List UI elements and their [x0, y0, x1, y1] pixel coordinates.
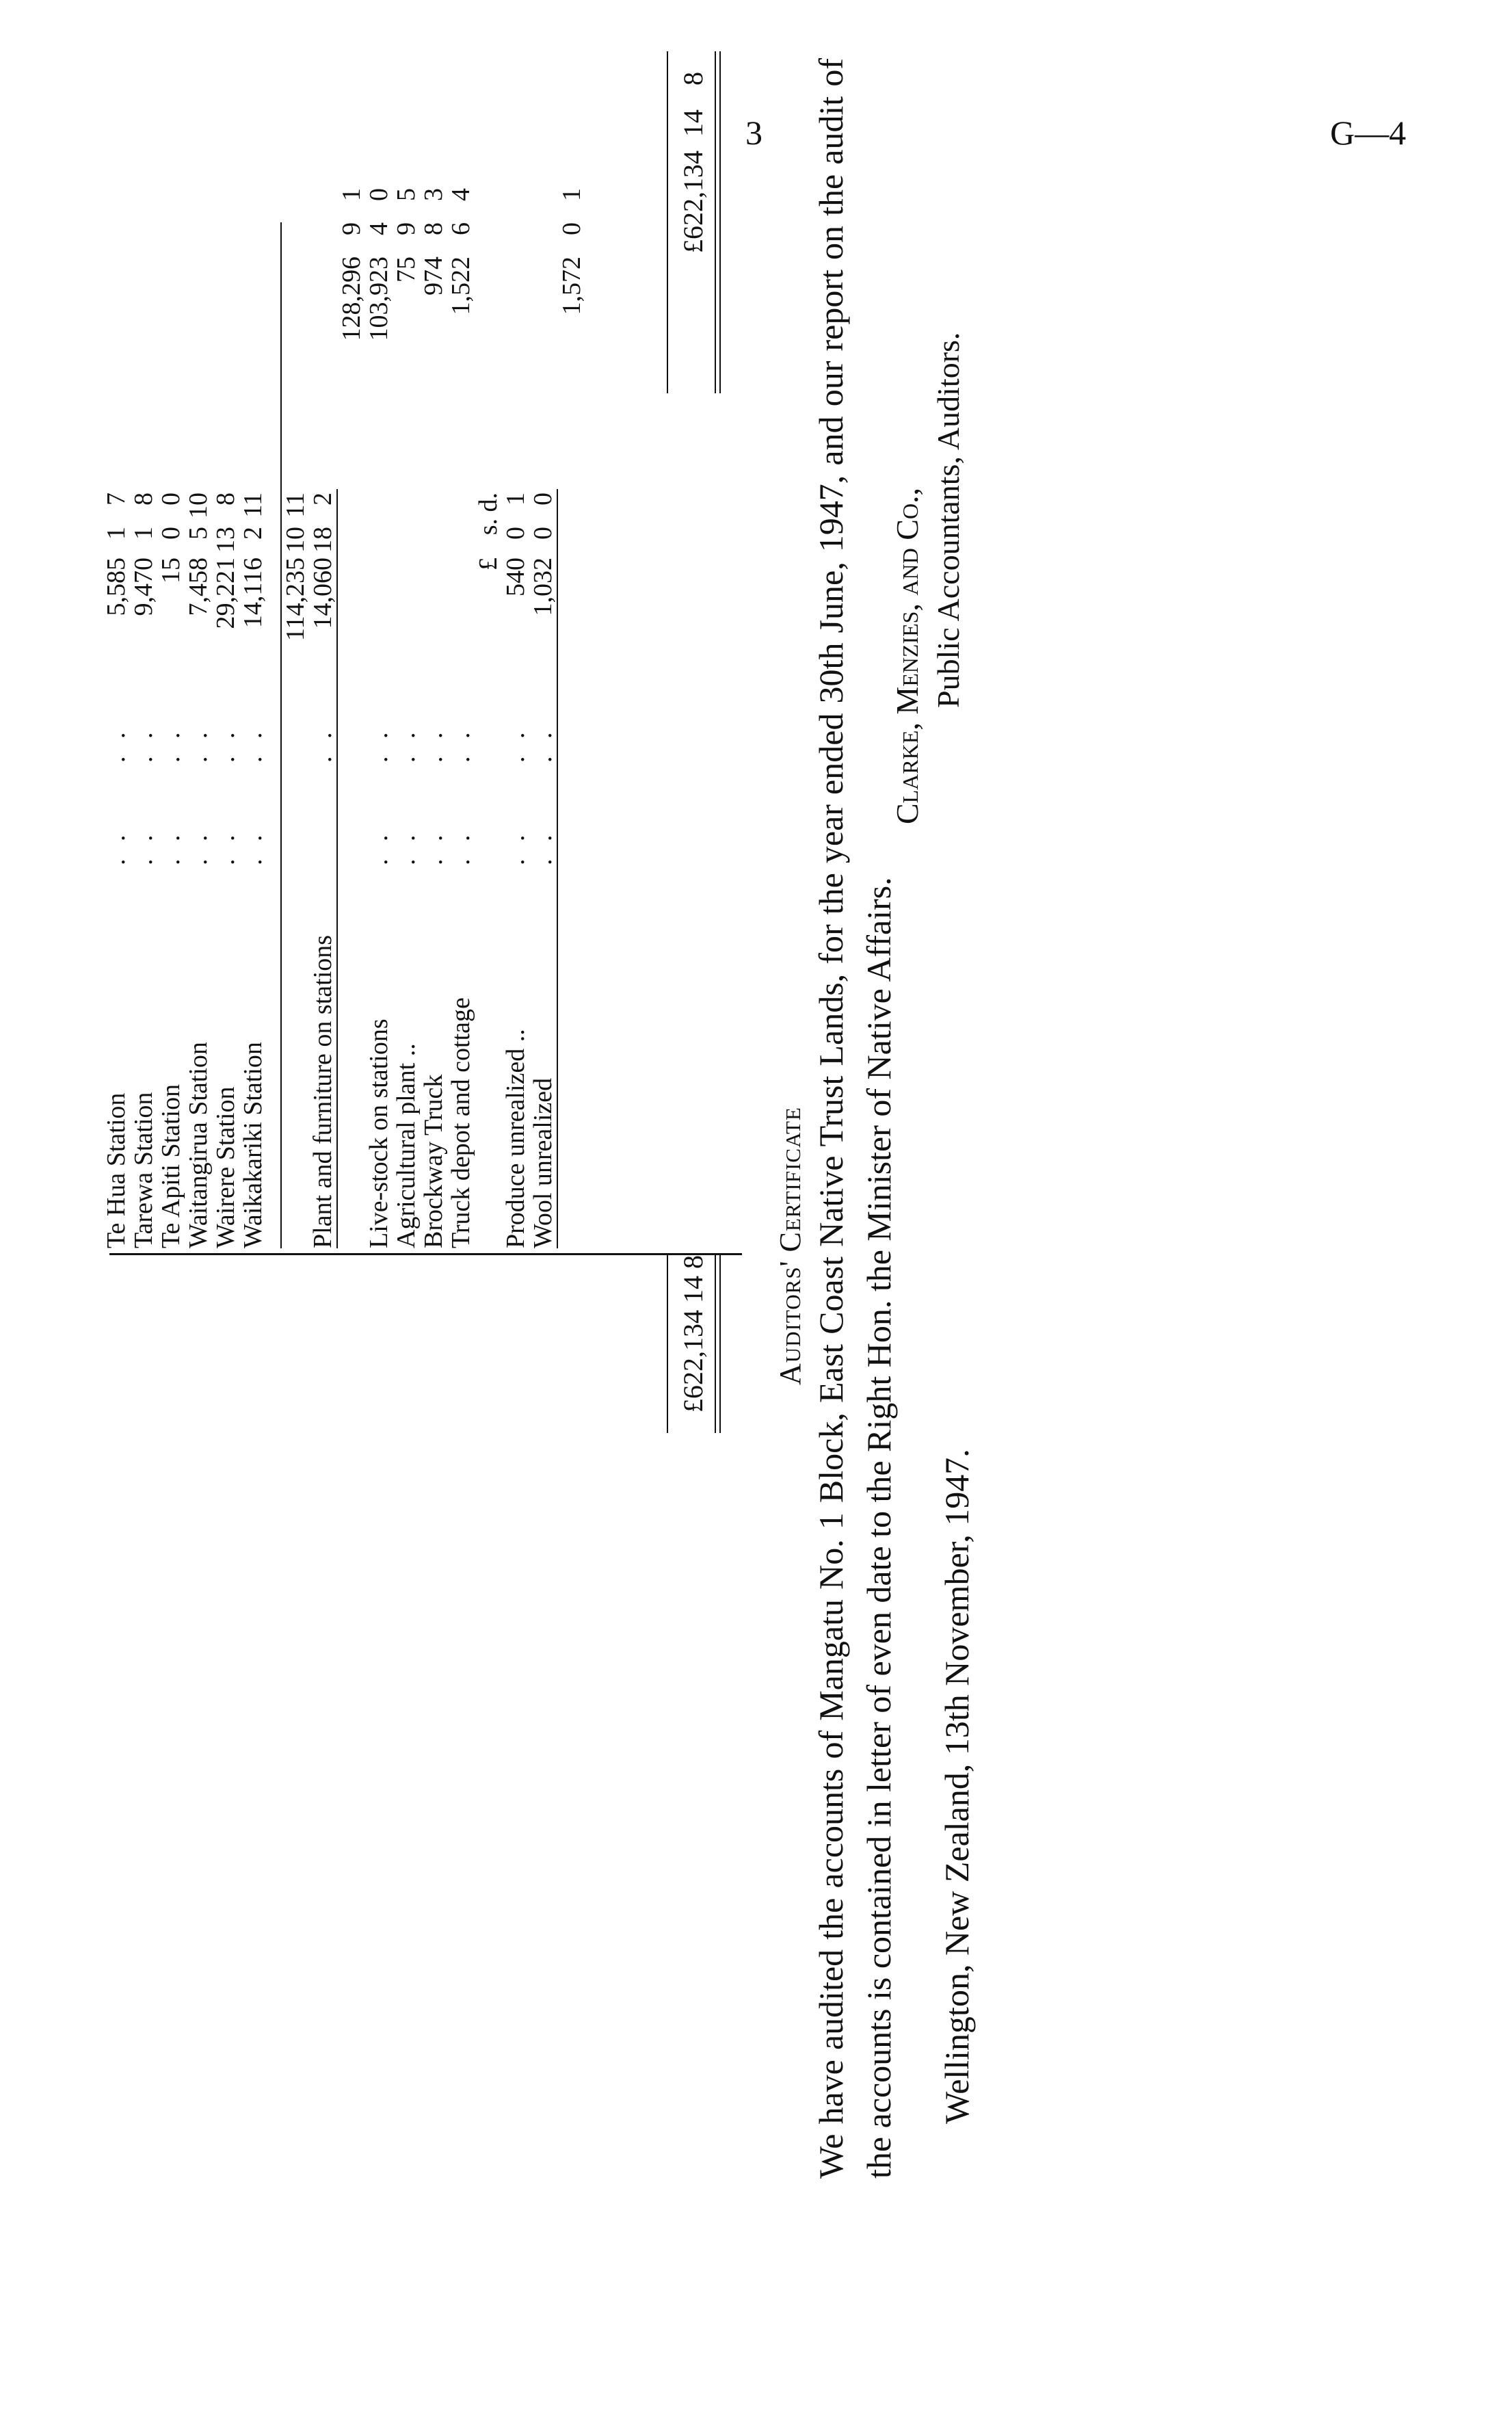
document-code: G—4	[1330, 114, 1407, 152]
account-row-waitangirua	[185, 222, 212, 1248]
total-rule-bottom-right-2	[719, 51, 721, 393]
subtotal-pence: 11	[281, 492, 310, 518]
account-amount: 1,522	[447, 257, 475, 315]
total-rule-bottom-left	[715, 1255, 716, 1433]
total-rule-bottom-left-2	[719, 1255, 721, 1433]
account-label: Waitangirua Station	[184, 1042, 213, 1248]
leader-dots: . .	[501, 726, 530, 763]
stations-subtotal-row	[280, 222, 309, 1248]
account-shillings: 13	[211, 527, 240, 553]
leader-dots: . .	[447, 829, 475, 865]
leader-dots: . .	[157, 829, 185, 865]
leader-dots: . .	[308, 726, 337, 763]
currency-heading-row	[475, 222, 502, 1248]
leader-dots: . .	[184, 829, 213, 865]
account-amount: 14,116	[239, 557, 267, 629]
account-label: Te Hua Station	[102, 1092, 131, 1248]
leader-dots: . .	[447, 726, 475, 763]
grand-total-pence: 8	[678, 72, 708, 86]
account-shillings: 1	[129, 527, 158, 540]
grand-total-amount: £622,134	[678, 150, 708, 253]
plant-total-row	[336, 188, 366, 1248]
account-label: Agricultural plant ..	[392, 1043, 421, 1248]
account-row-te-hua	[103, 222, 130, 1248]
account-shillings: 0	[157, 527, 185, 540]
plant-total-shillings: 9	[337, 222, 366, 235]
leader-dots: . .	[392, 726, 421, 763]
account-row-agricultural	[392, 188, 421, 1248]
account-pence: 0	[364, 188, 393, 201]
account-amount: 9,470	[129, 557, 158, 616]
account-label: Waikakariki Station	[239, 1042, 267, 1248]
account-label: Produce unrealized ..	[501, 1029, 530, 1248]
account-label: Wairere Station	[211, 1086, 240, 1248]
account-amount: 1,032	[529, 557, 557, 616]
total-rule-top-left	[667, 1255, 668, 1433]
accounts-table	[102, 188, 586, 1248]
account-shillings: 1	[102, 527, 131, 540]
plant-total-amount: 128,296	[337, 257, 366, 341]
leader-dots: . .	[129, 726, 158, 763]
account-shillings: 18	[308, 527, 337, 553]
account-pence: 10	[184, 492, 213, 518]
grand-total-shillings: 14	[678, 109, 708, 137]
leader-dots: . .	[129, 829, 158, 865]
account-label: Plant and furniture on stations	[308, 934, 337, 1248]
account-label: Live-stock on stations	[364, 1019, 393, 1248]
account-shillings: 5	[184, 527, 213, 540]
account-shillings: 0	[501, 527, 530, 540]
certificate-body: We have audited the accounts of Mangatu No. 1 Block, East Coast Native Trust Lands, for the year ended 30th June, 1947, and our report on the audit of the accounts is contained in letter of even date to the Right Hon. the Minister of Native Affairs.	[812, 58, 898, 2179]
signer-role: Public Accountants, Auditors.	[931, 332, 966, 708]
account-pence: 7	[102, 492, 131, 505]
leader-dots: . .	[419, 829, 448, 865]
subtotal-amount: 114,235	[281, 557, 310, 642]
plant-total-pence: 1	[337, 188, 366, 201]
signer-name: Clarke, Menzies, and Co.,	[890, 487, 925, 824]
leader-dots: . .	[102, 829, 131, 865]
account-row-livestock	[364, 188, 393, 1248]
account-row-waikakariki	[239, 222, 267, 1248]
account-label: Brockway Truck	[419, 1074, 448, 1248]
account-row-wool	[529, 222, 557, 1248]
account-pence: 8	[129, 492, 158, 505]
account-row-truck-depot	[447, 188, 475, 1248]
account-amount: 29,221	[211, 557, 240, 629]
account-label: Tarewa Station	[129, 1092, 158, 1248]
leader-dots: . .	[364, 726, 393, 763]
account-amount: 7,458	[184, 557, 213, 616]
account-amount: 75	[392, 257, 421, 282]
leader-dots: . .	[529, 829, 557, 865]
unrealized-total-pence: 1	[557, 188, 586, 201]
account-label: Truck depot and cottage	[447, 997, 475, 1248]
account-pence: 5	[392, 188, 421, 201]
leader-dots: . .	[184, 726, 213, 763]
account-row-brockway	[419, 188, 448, 1248]
account-label: Te Apiti Station	[157, 1083, 185, 1248]
shillings-pence-heading: s. d.	[474, 492, 503, 536]
account-shillings: 0	[529, 527, 557, 540]
total-rule-bottom-right	[715, 51, 716, 393]
leader-dots: . .	[419, 726, 448, 763]
account-row-te-apiti	[157, 222, 185, 1248]
account-pence: 8	[211, 492, 240, 505]
account-shillings: 8	[419, 222, 448, 235]
account-shillings: 2	[239, 527, 267, 540]
account-amount: 540	[501, 557, 530, 596]
pound-heading: £	[474, 557, 503, 570]
account-row-plant	[309, 222, 336, 1248]
leader-dots: . .	[239, 726, 267, 763]
leader-dots: . .	[157, 726, 185, 763]
column-divider	[109, 1253, 742, 1255]
account-pence: 1	[501, 492, 530, 505]
account-row-tarewa	[130, 222, 157, 1248]
leader-dots: . .	[501, 829, 530, 865]
account-shillings: 4	[364, 222, 393, 235]
unrealized-total-shillings: 0	[557, 222, 586, 235]
account-row-produce	[502, 222, 529, 1248]
leader-dots: . .	[392, 829, 421, 865]
unrealized-total-row	[557, 188, 586, 1248]
account-amount: 974	[419, 257, 448, 295]
leader-dots: . .	[211, 829, 240, 865]
unrealized-total-amount: 1,572	[557, 257, 586, 315]
leader-dots: . .	[239, 829, 267, 865]
place-and-date: Wellington, New Zealand, 13th November, 1947.	[938, 1449, 976, 2124]
total-rule-top-right	[667, 51, 668, 393]
account-shillings: 9	[392, 222, 421, 235]
account-pence: 2	[308, 492, 337, 505]
account-pence: 3	[419, 188, 448, 201]
account-pence: 4	[447, 188, 475, 201]
account-label: Wool unrealized	[529, 1077, 557, 1248]
account-pence: 0	[157, 492, 185, 505]
leader-dots: . .	[211, 726, 240, 763]
grand-total-left: £622,134 14 8	[678, 1255, 708, 1412]
account-shillings: 6	[447, 222, 475, 235]
account-row-wairere	[212, 222, 239, 1248]
account-amount: 103,923	[364, 257, 393, 341]
account-pence: 11	[239, 492, 267, 518]
leader-dots: . .	[364, 829, 393, 865]
account-pence: 0	[529, 492, 557, 505]
account-amount: 5,585	[102, 557, 131, 616]
leader-dots: . .	[529, 726, 557, 763]
account-amount: 14,060	[308, 557, 337, 629]
certificate-title: Auditors' Certificate	[773, 1107, 807, 1385]
account-amount: 15	[157, 557, 185, 583]
page-number: 3	[745, 114, 762, 152]
subtotal-shillings: 10	[281, 527, 310, 553]
leader-dots: . .	[102, 726, 131, 763]
